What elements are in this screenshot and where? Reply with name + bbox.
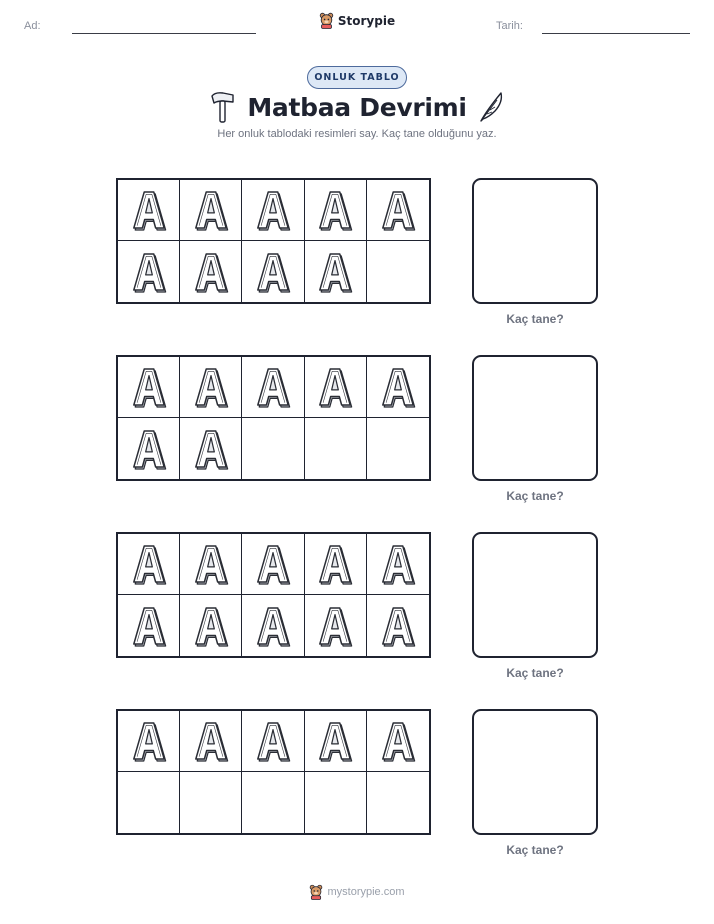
letter-a-block-icon [192, 365, 230, 409]
filled-cell [180, 418, 242, 479]
filled-cell [180, 595, 242, 656]
answer-box[interactable] [472, 355, 598, 481]
letter-a-block-icon [316, 719, 354, 763]
letter-a-block-icon [130, 427, 168, 471]
filled-cell [242, 357, 304, 418]
feather-quill-icon [477, 90, 505, 124]
empty-cell [305, 418, 367, 479]
date-label: Tarih: [496, 20, 523, 32]
filled-cell [118, 595, 180, 656]
empty-cell [180, 772, 242, 833]
empty-cell [367, 418, 429, 479]
letter-a-block-icon [379, 542, 417, 586]
filled-cell [367, 357, 429, 418]
name-label: Ad: [24, 20, 41, 32]
name-line[interactable] [72, 33, 256, 34]
ten-frame [116, 178, 431, 304]
empty-cell [305, 772, 367, 833]
instructions: Her onluk tablodaki resimleri say. Kaç tane olduğunu yaz. [217, 128, 497, 140]
footer-url: mystorypie.com [327, 886, 405, 898]
date-line[interactable] [542, 33, 690, 34]
filled-cell [180, 711, 242, 772]
letter-a-block-icon [192, 188, 230, 232]
brand-logo [0, 12, 714, 29]
empty-cell [367, 772, 429, 833]
letter-a-block-icon [130, 365, 168, 409]
filled-cell [242, 180, 304, 241]
filled-cell [305, 595, 367, 656]
answer-label: Kaç tane? [506, 843, 564, 857]
filled-cell [180, 534, 242, 595]
bear-mascot-icon [319, 12, 334, 29]
answer-label: Kaç tane? [506, 489, 564, 503]
letter-a-block-icon [316, 542, 354, 586]
letter-a-block-icon [192, 542, 230, 586]
answer-box[interactable] [472, 532, 598, 658]
letter-a-block-icon [130, 719, 168, 763]
filled-cell [118, 241, 180, 302]
filled-cell [118, 418, 180, 479]
letter-a-block-icon [254, 250, 292, 294]
answer-box[interactable] [472, 709, 598, 835]
letter-a-block-icon [379, 719, 417, 763]
letter-a-block-icon [316, 188, 354, 232]
ten-frame [116, 355, 431, 481]
filled-cell [242, 241, 304, 302]
filled-cell [242, 595, 304, 656]
page-title: Matbaa Devrimi [247, 92, 467, 122]
letter-a-block-icon [254, 604, 292, 648]
filled-cell [118, 711, 180, 772]
worksheet-type-badge: ONLUK TABLO [307, 66, 407, 89]
letter-a-block-icon [379, 365, 417, 409]
empty-cell [242, 418, 304, 479]
letter-a-block-icon [130, 250, 168, 294]
filled-cell [367, 180, 429, 241]
filled-cell [118, 357, 180, 418]
bear-mascot-icon [309, 884, 323, 900]
filled-cell [367, 595, 429, 656]
letter-a-block-icon [316, 250, 354, 294]
filled-cell [242, 711, 304, 772]
filled-cell [118, 180, 180, 241]
letter-a-block-icon [379, 604, 417, 648]
letter-a-block-icon [130, 604, 168, 648]
letter-a-block-icon [192, 427, 230, 471]
filled-cell [305, 180, 367, 241]
filled-cell [305, 711, 367, 772]
letter-a-block-icon [316, 604, 354, 648]
filled-cell [180, 241, 242, 302]
filled-cell [118, 534, 180, 595]
footer [0, 884, 714, 900]
letter-a-block-icon [192, 604, 230, 648]
answer-label: Kaç tane? [506, 312, 564, 326]
filled-cell [367, 711, 429, 772]
ten-frame [116, 532, 431, 658]
empty-cell [367, 241, 429, 302]
answer-box[interactable] [472, 178, 598, 304]
filled-cell [367, 534, 429, 595]
hammer-icon [209, 90, 237, 124]
ten-frame [116, 709, 431, 835]
empty-cell [118, 772, 180, 833]
title-row [0, 90, 714, 124]
filled-cell [242, 534, 304, 595]
filled-cell [180, 357, 242, 418]
letter-a-block-icon [254, 365, 292, 409]
letter-a-block-icon [130, 542, 168, 586]
letter-a-block-icon [379, 188, 417, 232]
empty-cell [242, 772, 304, 833]
letter-a-block-icon [130, 188, 168, 232]
letter-a-block-icon [316, 365, 354, 409]
brand-name: Storypie [337, 13, 396, 28]
letter-a-block-icon [192, 250, 230, 294]
letter-a-block-icon [254, 719, 292, 763]
letter-a-block-icon [254, 542, 292, 586]
letter-a-block-icon [254, 188, 292, 232]
letter-a-block-icon [192, 719, 230, 763]
filled-cell [180, 180, 242, 241]
filled-cell [305, 241, 367, 302]
filled-cell [305, 534, 367, 595]
answer-label: Kaç tane? [506, 666, 564, 680]
filled-cell [305, 357, 367, 418]
